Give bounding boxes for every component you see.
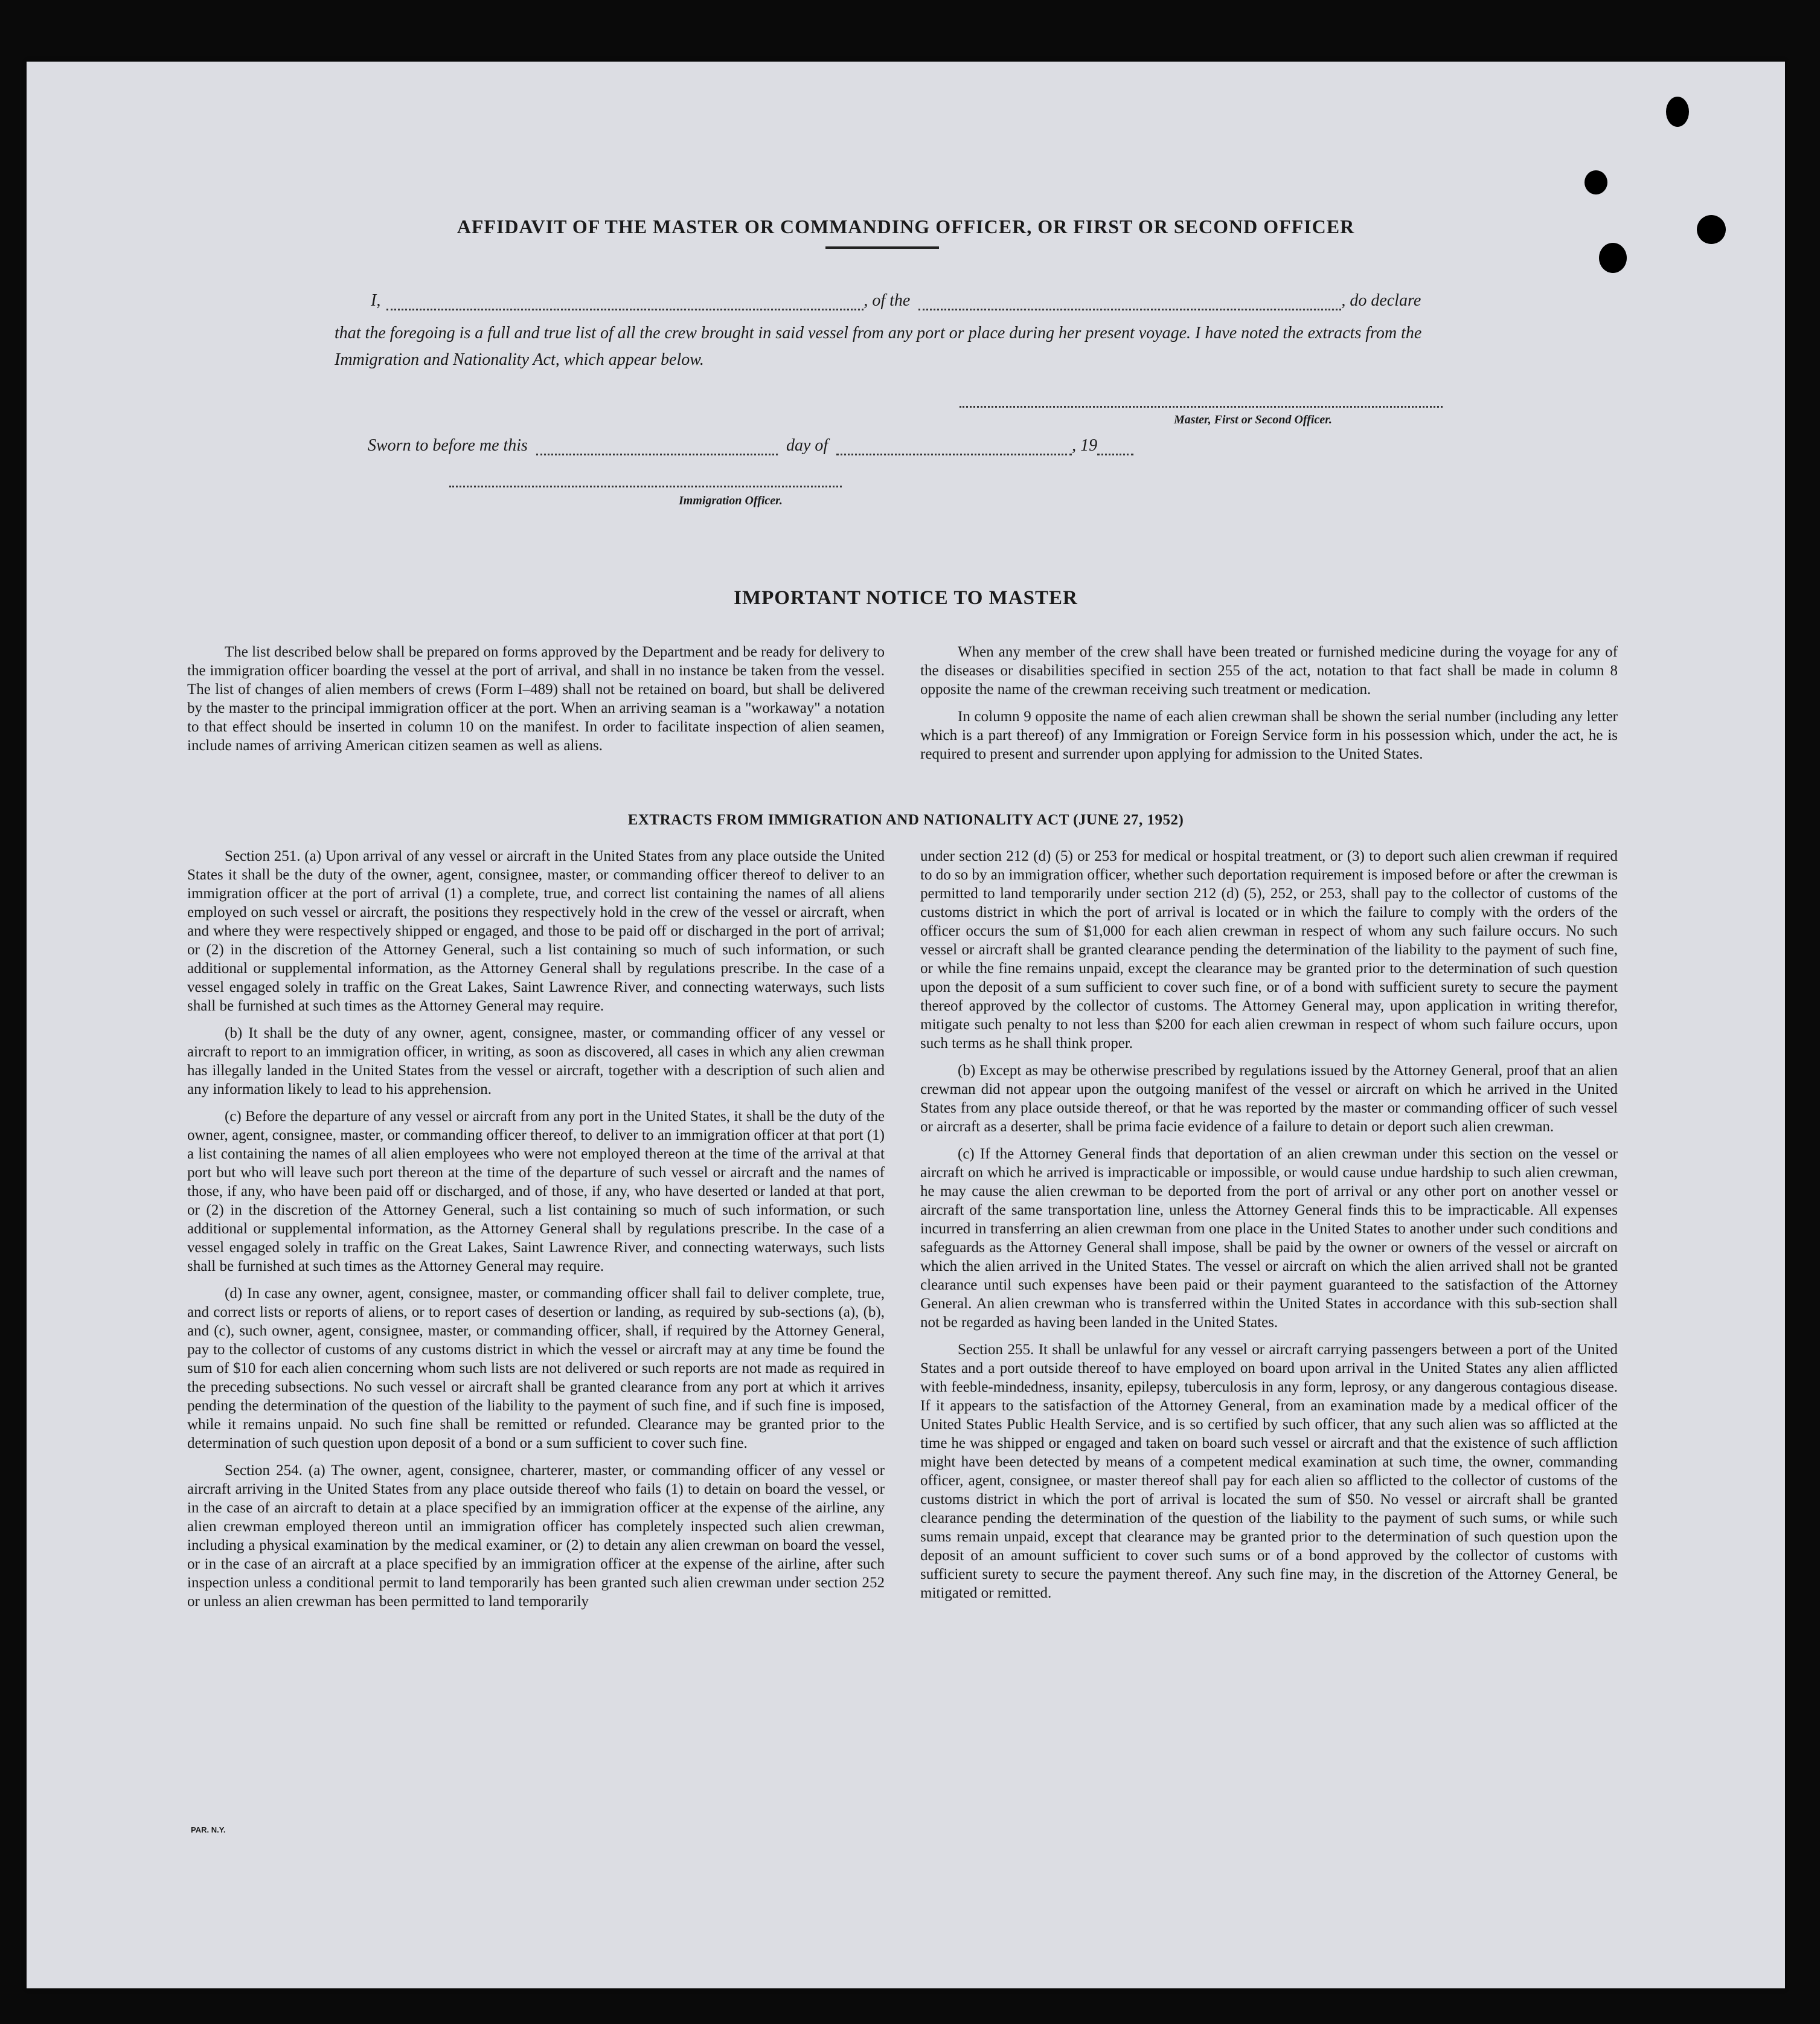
- sworn-label: Sworn to before me this: [368, 436, 528, 455]
- document-page: [27, 62, 1785, 1988]
- year-label: , 19: [1072, 436, 1098, 455]
- notice-paragraph: When any member of the crew shall have been treated or furnished medicine during the voyage for any of the diseases or disabilities specified in section 255 of the act, notation to that fact shall be made in column 8 opposite the name of the crewman receiving such treatment or medication.: [920, 644, 1618, 698]
- affidavit-title: AFFIDAVIT OF THE MASTER OR COMMANDING OFFICER, OR FIRST OR SECOND OFFICER: [457, 216, 1355, 237]
- do-declare-label: , do declare: [1341, 291, 1421, 310]
- extract-paragraph: (b) It shall be the duty of any owner, agent, consignee, master, or commanding officer of any vessel or aircraft to report to an immigration officer, in writing, as soon as discovered, all cases in which any alien crewman has illegally landed in the United States from the vessel or aircraft, together with a description of such alien and any information likely to lead to his apprehension.: [187, 1025, 885, 1097]
- extract-paragraph: (b) Except as may be otherwise prescribed by regulations issued by the Attorney General, proof that an alien crewman did not appear upon the outgoing manifest of the vessel or aircraft on which he arrived in the United States from any place outside thereof, or that he was reported by the master or commanding officer of such vessel or aircraft as a deserter, shall be prima facie evidence of a failure to detain or deport such alien crewman.: [920, 1062, 1618, 1135]
- notice-left-column: [187, 643, 885, 763]
- printer-mark: PAR. N.Y.: [191, 1825, 226, 1834]
- sworn-day-field[interactable]: [536, 443, 778, 455]
- sworn-year-field[interactable]: [1097, 443, 1133, 455]
- extracts-left-column: [187, 847, 885, 1619]
- day-of-label: day of: [786, 436, 828, 455]
- title-rule: [825, 246, 939, 249]
- of-the-label: , of the: [864, 291, 911, 310]
- punch-hole: [1599, 243, 1627, 273]
- extracts-title: EXTRACTS FROM IMMIGRATION AND NATIONALITY ACT (JUNE 27, 1952): [627, 812, 1184, 828]
- vessel-field[interactable]: [918, 298, 1341, 310]
- signature-caption: Master, First or Second Officer.: [1174, 413, 1332, 426]
- extract-paragraph: Section 255. It shall be unlawful for any vessel or aircraft carrying passengers between a port of the United States and a port outside thereof to have employed on board upon arrival in the United States any alien afflicted with feeble-mindedness, insanity, epilepsy, tuberculosis in any form, leprosy, or any dangerous contagious disease. If it appears to the satisfaction of the Attorney General, from an examination made by a medical officer of the United States Public Health Service, and is so certified by such officer, that any such alien was so afflicted at the time he was shipped or engaged and taken on board such vessel or aircraft and that the existence of such affliction might have been detected by means of a competent medical examination at such time, the owner, commanding officer, agent, consignee, or master thereof shall pay for each alien so afflicted to the collector of customs of the customs district in which the port of arrival is located the sum of $50. No vessel or aircraft shall be granted clearance pending the determination of the question of the liability to the payment of such sums, or while such sums remain unpaid, except that clearance may be granted prior to the determination of such question upon the deposit of an amount sufficient to cover such sums or of a bond approved by the collector of customs with sufficient surety to secure the payment thereof. Any such fine may, in the discretion of the Attorney General, be mitigated or remitted.: [920, 1341, 1618, 1601]
- i-label: I,: [371, 291, 381, 310]
- notice-paragraph: The list described below shall be prepared on forms approved by the Department and be ready for delivery to the immigration officer boarding the vessel at the port of arrival, and shall in no instance be taken from the vessel. The list of changes of alien members of crews (Form I–489) shall not be retained on board, but shall be delivered by the master to the principal immigration officer at the port. When an arriving seaman is a "workaway" a notation to that effect should be inserted in column 10 on the manifest. In order to facilitate inspection of alien seamen, include names of arriving American citizen seamen as well as aliens.: [187, 644, 885, 754]
- extract-paragraph: (d) In case any owner, agent, consignee, master, or commanding officer shall fail to deliver complete, true, and correct lists or reports of aliens, or to report cases of desertion or landing, as required by sub-sections (a), (b), and (c), such owner, agent, consignee, master, or commanding officer, shall, if required by the Attorney General, pay to the collector of customs of any customs district in which the vessel or aircraft may at any time be found the sum of $10 for each alien concerning whom such lists are not delivered or such reports are not made as required in the preceding subsections. No such vessel or aircraft shall be granted clearance from any port at which it arrives pending the determination of the question of the liability to the payment of such fine, and if such fine is imposed, while it remains unpaid. No such fine shall be remitted or refunded. Clearance may be granted prior to the determination of such question upon deposit of a bond or a sum sufficient to cover such fine.: [187, 1285, 885, 1451]
- immigration-officer-field[interactable]: [449, 486, 842, 487]
- notice-paragraph: In column 9 opposite the name of each alien crewman shall be shown the serial number (including any letter which is a part thereof) of any Immigration or Foreign Service form in his possession which, under the act, he is required to present and surrender upon applying for admission to the United States.: [920, 708, 1618, 762]
- punch-hole: [1584, 170, 1607, 194]
- notice-right-column: [920, 643, 1618, 772]
- extract-paragraph: (c) If the Attorney General finds that deportation of an alien crewman under this section on the vessel or aircraft on which he arrived is impracticable or impossible, or would cause undue hardship to such alien crewman, he may cause the alien crewman to be deported from the port of arrival or any other port on another vessel or aircraft of the same transportation line, unless the Attorney General finds this to be impracticable. All expenses incurred in transferring an alien crewman from one place in the United States to another under such conditions and safeguards as the Attorney General shall impose, shall be paid by the owner or owners of the vessel or aircraft on which the alien arrived in the United States. The vessel or aircraft on which the alien arrived shall not be granted clearance until such expenses have been paid or their payment guaranteed to the satisfaction of the Attorney General. An alien crewman who is transferred within the United States in accordance with this sub-section shall not be regarded as having been landed in the United States.: [920, 1146, 1618, 1331]
- name-field[interactable]: [386, 298, 864, 310]
- immigration-officer-caption: Immigration Officer.: [679, 494, 783, 507]
- sworn-month-field[interactable]: [836, 443, 1072, 455]
- extract-paragraph: under section 212 (d) (5) or 253 for medical or hospital treatment, or (3) to deport such alien crewman if required to do so by an immigration officer, whether such deportation requirement is imposed before or after the crewman is permitted to land temporarily under section 212 (d) (5), 252, or 253, shall pay to the collector of customs of the customs district in which the port of arrival is located or in which the failure to comply with the orders of the officer occurs the sum of $1,000 for each alien crewman in respect of whom any such failure occurs. No such vessel or aircraft shall be granted clearance pending the determination of the liability to the payment of such fine, or while the fine remains unpaid, except the clearance may be granted prior to the determination of such question upon the deposit of a sum sufficient to cover such fine, or of a bond with sufficient surety to secure the payment thereof approved by the collector of customs. The Attorney General may, upon application in writing therefor, mitigate such penalty to not less than $200 for each alien crewman in respect of whom such failure occurs, upon such terms as he shall think proper.: [920, 848, 1618, 1052]
- extract-paragraph: Section 251. (a) Upon arrival of any vessel or aircraft in the United States from any place outside the United States it shall be the duty of the owner, agent, consignee, master, or commanding officer thereof to deliver to an immigration officer at the port of arrival (1) a complete, true, and correct list containing the names of all aliens employed on such vessel or aircraft, the positions they respectively hold in the crew of the vessel or aircraft, when and where they were respectively shipped or engaged, and those to be paid off or discharged in the port of arrival; or (2) in the discretion of the Attorney General, such a list containing so much of such information, or such additional or supplemental information, as the Attorney General shall by regulations prescribe. In the case of a vessel engaged solely in traffic on the Great Lakes, Saint Lawrence River, and connecting waterways, such lists shall be furnished at such times as the Attorney General may require.: [187, 848, 885, 1014]
- extract-paragraph: (c) Before the departure of any vessel or aircraft from any port in the United States, it shall be the duty of the owner, agent, consignee, master, or commanding officer thereof, to deliver to an immigration officer at that port (1) a list containing the names of all alien employees who were not employed thereon at the time of the arrival at that port but who will leave such port thereon at the time of the departure of such vessel or aircraft and the names of those, if any, who have been paid off or discharged, and of those, if any, who have deserted or landed at that port, or (2) in the discretion of the Attorney General, such a list containing so much of such information, or such additional or supplemental information, as the Attorney General shall by regulations prescribe. In the case of a vessel engaged solely in traffic on the Great Lakes, Saint Lawrence River, and connecting waterways, such lists shall be furnished at such times as the Attorney General may require.: [187, 1108, 885, 1274]
- declaration-line: [371, 291, 1464, 310]
- notice-title: IMPORTANT NOTICE TO MASTER: [734, 587, 1078, 609]
- signature-field[interactable]: [960, 406, 1443, 408]
- declaration-text: that the foregoing is a full and true list of all the crew brought in said vessel from any port or place during her present voyage. I have noted the extracts from the Immigration and Nationality Act, which appear below.: [335, 324, 1422, 369]
- sworn-line: [368, 436, 1133, 455]
- extracts-right-column: [920, 847, 1618, 1611]
- extract-paragraph: Section 254. (a) The owner, agent, consignee, charterer, master, or commanding officer of any vessel or aircraft arriving in the United States from any place outside thereof who fails (1) to detain on board the vessel, or in the case of an aircraft to detain at a place specified by an immigration officer at the expense of the airline, any alien crewman employed thereon until an immigration officer has completely inspected such alien crewman, including a physical examination by the medical examiner, or (2) to detain any alien crewman on board the vessel, or in the case of an aircraft at a place specified by an immigration officer at the expense of the airline, after such inspection unless a conditional permit to land temporarily has been granted such alien crewman under section 252 or unless an alien crewman has been permitted to land temporarily: [187, 1462, 885, 1610]
- punch-hole: [1666, 97, 1689, 127]
